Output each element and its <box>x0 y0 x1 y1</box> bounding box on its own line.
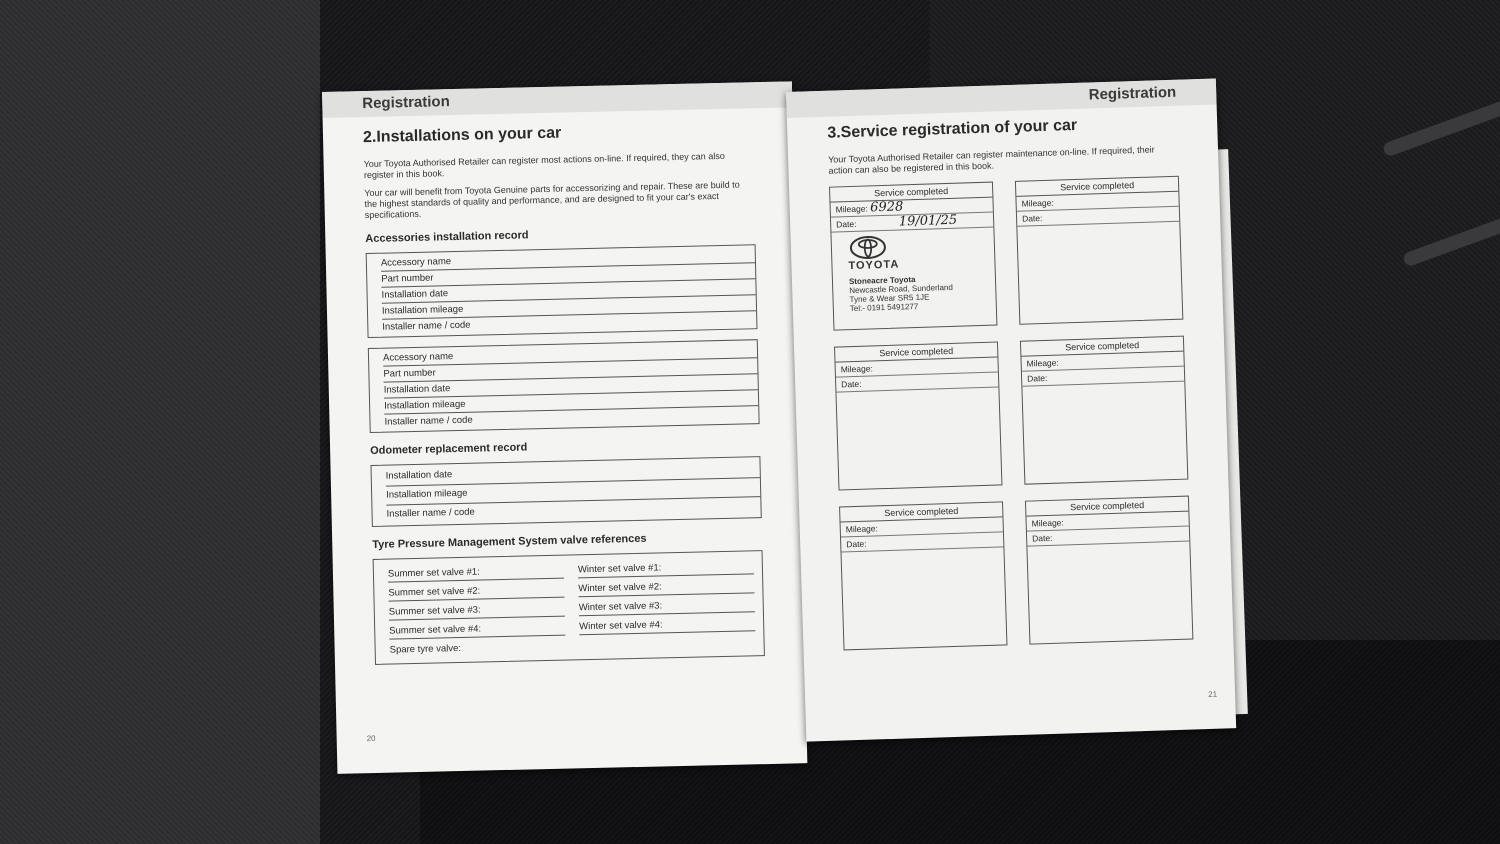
accessory-record-box <box>368 339 760 433</box>
mileage-label: Mileage: <box>835 203 868 215</box>
date-row: Date: <box>1017 207 1179 227</box>
accessory-record-box <box>366 244 758 338</box>
booklet-page-right <box>786 78 1236 741</box>
field-row: Installer name / code <box>382 319 471 333</box>
service-record <box>1025 496 1193 645</box>
field-row: Installation mileage <box>382 295 756 319</box>
dealer-stamp <box>831 228 995 314</box>
winter-valve-field: Winter set valve #2: <box>578 574 754 597</box>
service-title: Service completed <box>835 342 997 362</box>
field-row: Installation date <box>381 279 755 303</box>
intro-paragraph: Your Toyota Authorised Retailer can register most actions on-line. If required, they can also register in this book. <box>363 150 725 181</box>
service-title: Service completed <box>1026 497 1188 517</box>
field-row: Installer name / code <box>384 414 473 428</box>
handwritten-date: 19/01/25 <box>898 212 958 230</box>
intro-paragraph: Your Toyota Authorised Retailer can register maintenance on-line. If required, their action can also be registered in this book. <box>827 144 1155 176</box>
mileage-row: Mileage: <box>1026 512 1188 532</box>
toyota-logo-icon <box>848 235 889 260</box>
winter-valve-field: Winter set valve #3: <box>579 593 755 616</box>
seat-fabric-left <box>0 0 360 844</box>
field-row: Installation date <box>384 374 758 398</box>
page-number: 21 <box>1208 689 1218 700</box>
summer-valve-field: Summer set valve #4: <box>389 617 565 640</box>
service-record <box>1020 336 1188 485</box>
accessories-heading: Accessories installation record <box>365 229 529 246</box>
section-title: 3.Service registration of your car <box>827 116 1078 142</box>
page-header: Registration <box>322 81 792 118</box>
booklet-page-left <box>322 81 807 773</box>
field-row: Part number <box>383 358 757 382</box>
stamp-address-line: Newcastle Road, Sunderland <box>849 282 953 296</box>
service-record <box>829 182 997 331</box>
section-title: 2.Installations on your car <box>362 124 562 147</box>
stamp-address-line: Tyne & Wear SR5 1JE <box>849 292 930 305</box>
service-title: Service completed <box>840 502 1002 522</box>
odometer-heading: Odometer replacement record <box>370 441 528 457</box>
mileage-row: Mileage: <box>836 357 998 377</box>
field-row: Installer name / code <box>386 506 475 520</box>
summer-valve-field: Summer set valve #1: <box>388 560 564 583</box>
date-label: Date: <box>836 218 857 230</box>
summer-valve-field: Summer set valve #3: <box>389 598 565 621</box>
date-row: Date: <box>841 532 1003 552</box>
page-number: 20 <box>366 733 376 744</box>
mileage-row: Mileage: <box>1021 352 1183 372</box>
service-title: Service completed <box>1016 177 1178 197</box>
page-header: Registration <box>786 78 1217 117</box>
service-record <box>834 341 1002 490</box>
field-row: Accessory name <box>383 342 757 366</box>
field-row: Installation mileage <box>384 390 758 414</box>
field-row: Accessory name <box>381 247 755 271</box>
service-title: Service completed <box>830 183 992 203</box>
summer-valve-field: Summer set valve #2: <box>388 579 564 602</box>
service-record <box>839 501 1007 650</box>
stamp-brand: TOYOTA <box>848 258 900 273</box>
date-row: Date: <box>1027 527 1189 547</box>
tpms-heading: Tyre Pressure Management System valve references <box>372 532 647 551</box>
service-grid <box>829 176 1193 651</box>
service-record <box>1015 176 1183 325</box>
winter-valve-field: Winter set valve #4: <box>579 612 755 635</box>
stamp-telephone: Tel:- 0191 5491277 <box>849 301 919 314</box>
spare-valve-field: Spare tyre valve: <box>389 642 462 656</box>
field-row: Installation mileage <box>386 478 760 505</box>
stamp-dealer: Stoneacre Toyota <box>848 275 916 287</box>
tpms-box <box>373 550 765 665</box>
intro-paragraph: Your car will benefit from Toyota Genuine parts for accessorizing and repair. These are build to the highest standards of quality and performance, and are designed to fit your car's exact specifications. <box>364 179 740 221</box>
field-row: Installation date <box>386 459 760 486</box>
service-title: Service completed <box>1021 337 1183 357</box>
field-row: Part number <box>381 263 755 287</box>
date-row: Date: <box>836 372 998 392</box>
handwritten-mileage: 6928 <box>869 199 904 216</box>
winter-valve-field: Winter set valve #1: <box>578 555 754 578</box>
mileage-row: Mileage: <box>841 517 1003 537</box>
date-row: Date: <box>1022 367 1184 387</box>
mileage-row: Mileage: <box>1016 192 1178 212</box>
odometer-record-box <box>370 456 761 527</box>
